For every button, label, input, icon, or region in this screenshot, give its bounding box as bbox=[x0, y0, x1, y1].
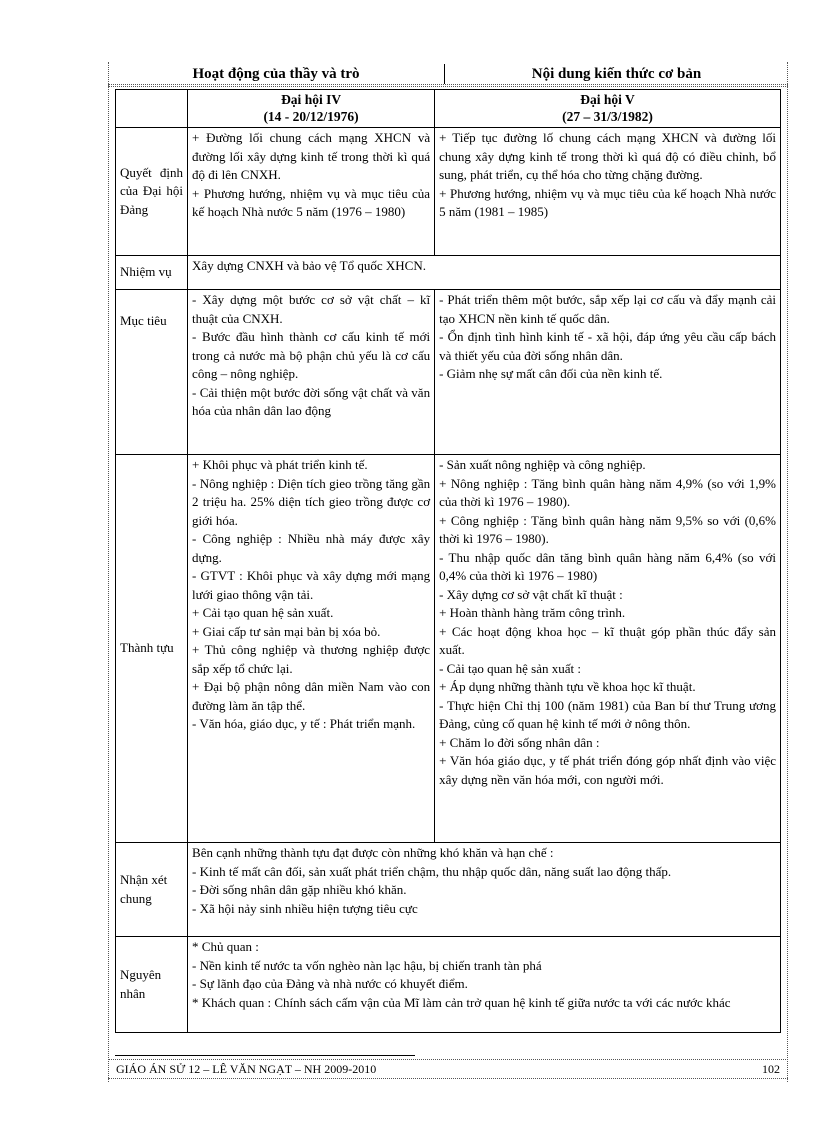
page-border-left bbox=[108, 62, 109, 1082]
table-row-tasks bbox=[116, 256, 781, 290]
row-label-tasks: Nhiệm vụ bbox=[116, 256, 188, 290]
assessment-text: Bên cạnh những thành tựu đạt được còn những khó khăn và hạn chế : - Kinh tế mất cân đối, sản xuất phát triển chậm, thu nhập quốc dân, năng suất lao động thấp. - Đời sống nhân dân gặp nhiều khó khăn. - Xã hội nảy sinh nhiều hiện tượng tiêu cực bbox=[188, 843, 781, 937]
row-label-assessment: Nhận xét chung bbox=[116, 843, 188, 937]
achievements-iv: + Khôi phục và phát triển kinh tế. - Nông nghiệp : Diện tích gieo trồng tăng gần 2 triệu ha. 25% diện tích gieo trồng được cơ giới hóa. - Công nghiệp : Nhiều nhà máy được xây dựng. - GTVT : Khôi phục và xây dựng mới mạng lưới giao thông vận tải. + Cải tạo quan hệ sản xuất. + Giai cấp tư sản mại bản bị xóa bỏ. + Thủ công nghiệp và thương nghiệp được sắp xếp tổ chức lại. + Đại bộ phận nông dân miền Nam vào con đường làm ăn tập thể. - Văn hóa, giáo dục, y tế : Phát triển mạnh. bbox=[188, 455, 435, 843]
column-header bbox=[108, 62, 788, 86]
decisions-v: + Tiếp tục đường lố chung cách mạng XHCN và đường lối chung xây dựng kinh tế trong thời kì quá độ có điều chỉnh, bổ sung, phát triển, cụ thể hóa cho từng chặng đường. + Phương hướng, nhiệm vụ và mục tiêu của kế hoạch Nhà nước 5 năm (1981 – 1985) bbox=[435, 128, 781, 256]
table-row-goals bbox=[116, 290, 781, 455]
empty-corner-cell bbox=[116, 90, 188, 128]
row-label-achievements: Thành tựu bbox=[116, 455, 188, 843]
page-number: 102 bbox=[762, 1062, 780, 1076]
congress-iv-header: Đại hội IV (14 - 20/12/1976) bbox=[188, 90, 435, 128]
causes-text: * Chủ quan : - Nền kinh tế nước ta vốn nghèo nàn lạc hậu, bị chiến tranh tàn phá - Sự lãnh đạo của Đảng và nhà nước có khuyết điểm. * Khách quan : Chính sách cấm vận của Mĩ làm cản trở quan hệ kinh tế giữa nước ta với các nước khác bbox=[188, 937, 781, 1033]
header-rule bbox=[108, 84, 788, 85]
table-row-assessment bbox=[116, 843, 781, 937]
congress-v-header: Đại hội V (27 – 31/3/1982) bbox=[435, 90, 781, 128]
row-label-causes: Nguyên nhân bbox=[116, 937, 188, 1033]
row-label-goals: Mục tiêu bbox=[116, 290, 188, 455]
row-label-decisions: Quyết định của Đại hội Đảng bbox=[116, 128, 188, 256]
header-content: Nội dung kiến thức cơ bản bbox=[531, 66, 702, 82]
page-footer bbox=[108, 1059, 788, 1079]
comparison-table bbox=[115, 89, 781, 1033]
decisions-iv: + Đường lối chung cách mạng XHCN và đường lối xây dựng kinh tế trong thời kì quá độ đi lên CNXH. + Phương hướng, nhiệm vụ và mục tiêu của kế hoạch Nhà nước 5 năm (1976 – 1980) bbox=[188, 128, 435, 256]
header-rule-2 bbox=[108, 86, 788, 87]
goals-iv: - Xây dựng một bước cơ sở vật chất – kĩ thuật của CNXH. - Bước đầu hình thành cơ cấu kinh tế mới trong cả nước mà bộ phận chủ yếu là cơ cấu công – nông nghiệp. - Cải thiện một bước đời sống vật chất và văn hóa của nhân dân lao động bbox=[188, 290, 435, 455]
table-row-achievements bbox=[116, 455, 781, 843]
table-row-decisions bbox=[116, 128, 781, 256]
page-border-right bbox=[787, 62, 788, 1082]
goals-v: - Phát triển thêm một bước, sắp xếp lại cơ cấu và đẩy mạnh cải tạo XHCN nền kinh tế quốc dân. - Ổn định tình hình kinh tế - xã hội, đáp ứng yêu cầu cấp bách và thiết yếu của đời sống nhân dân. - Giảm nhẹ sự mất cân đối của nền kinh tế. bbox=[435, 290, 781, 455]
header-activities: Hoạt động của thầy và trò bbox=[192, 66, 360, 82]
table-row-causes bbox=[116, 937, 781, 1033]
tasks-text: Xây dựng CNXH và bảo vệ Tổ quốc XHCN. bbox=[188, 256, 781, 290]
footer-title: GIÁO ÁN SỬ 12 – LÊ VĂN NGẠT – NH 2009-2010 bbox=[116, 1062, 377, 1076]
footer-rule bbox=[115, 1055, 415, 1056]
achievements-v: - Sản xuất nông nghiệp và công nghiệp. + Nông nghiệp : Tăng bình quân hàng năm 4,9% (so với 1,9% của thời kì 1976 – 1980). + Công nghiệp : Tăng bình quân hàng năm 9,5% so với (0,6% thời kì 1976 – 1980). - Thu nhập quốc dân tăng bình quân hàng năm 6,4% (so với 0,4% của thời kì 1976 – 1980) - Xây dựng cơ sở vật chất kĩ thuật : + Hoàn thành hàng trăm công trình. + Các hoạt động khoa học – kĩ thuật góp phần thúc đẩy sản xuất. - Cải tạo quan hệ sản xuất : + Áp dụng những thành tựu về khoa học kĩ thuật. - Thực hiện Chỉ thị 100 (năm 1981) của Ban bí thư Trung ương Đảng, củng cố quan hệ kinh tế mới ở nông thôn. + Chăm lo đời sống nhân dân : + Văn hóa giáo dục, y tế phát triển đóng góp nhất định vào việc xây dựng nền văn hóa mới, con người mới. bbox=[435, 455, 781, 843]
table-head-row bbox=[116, 90, 781, 128]
